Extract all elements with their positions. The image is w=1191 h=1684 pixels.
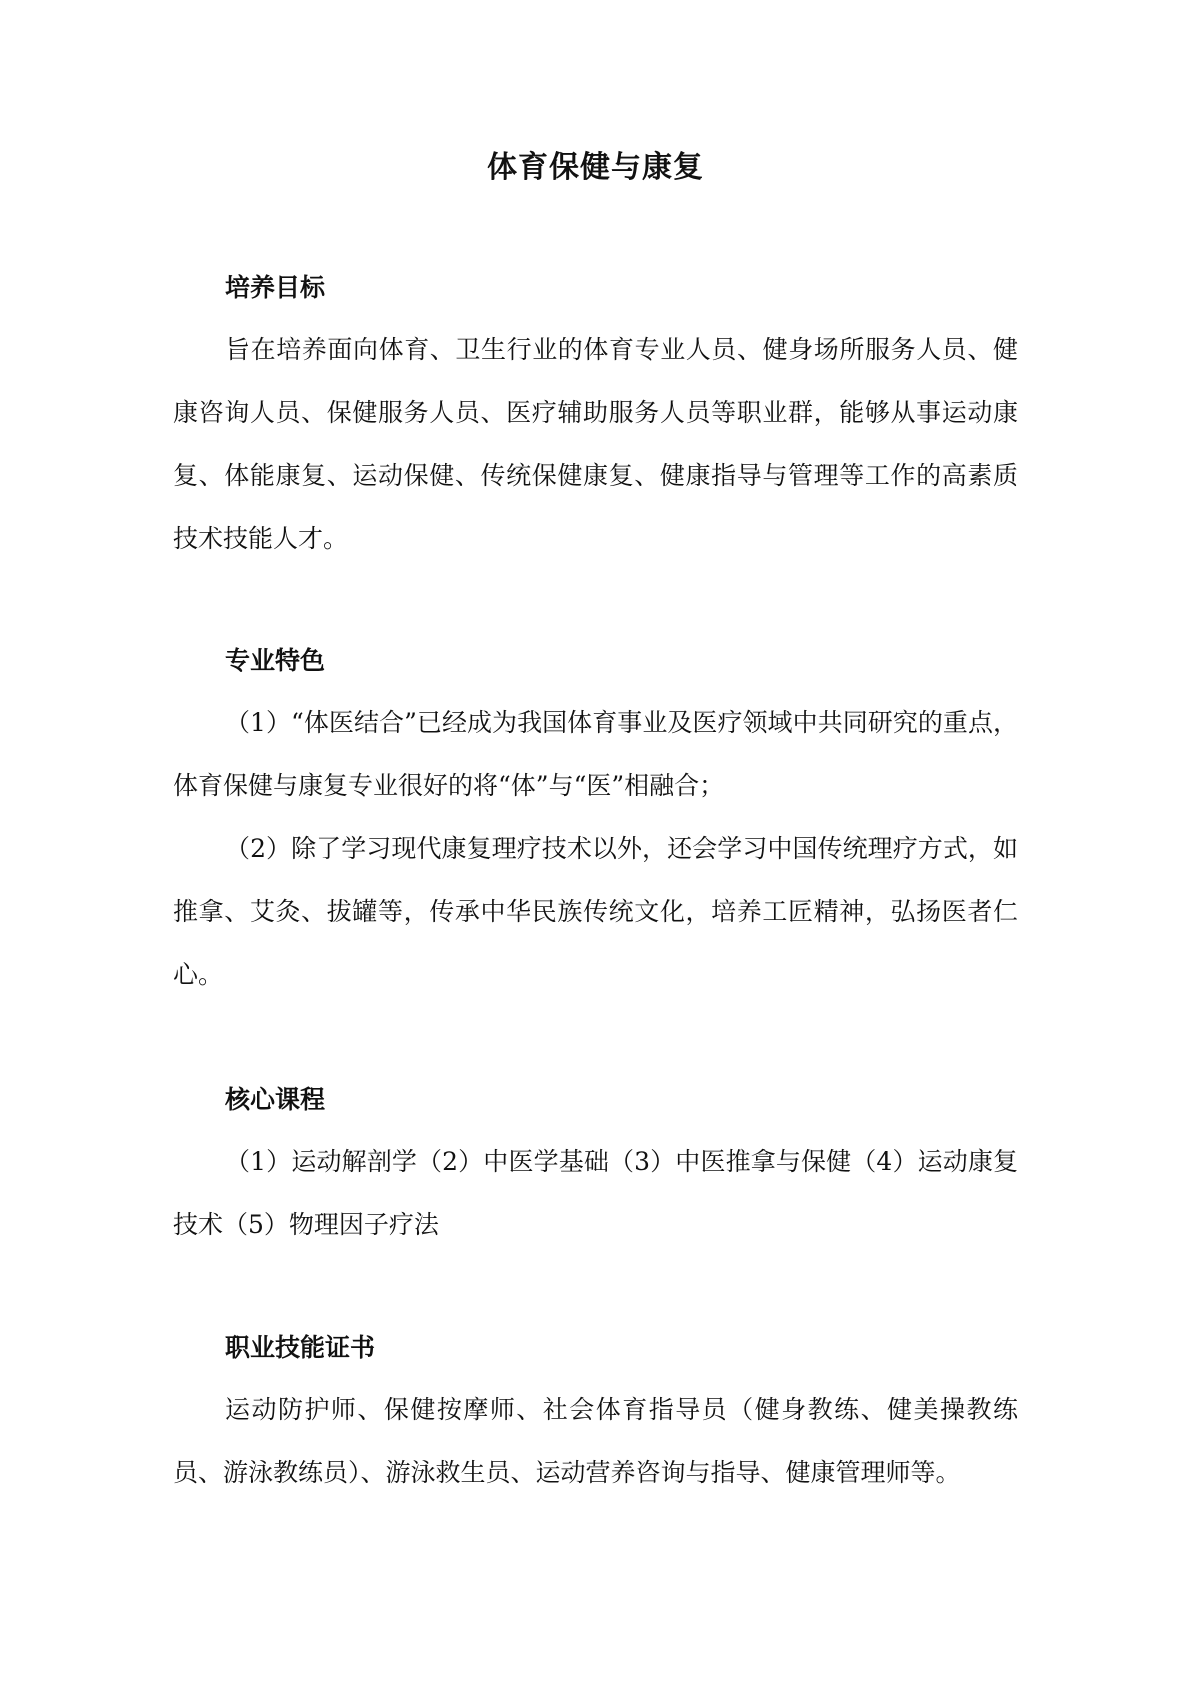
section-heading: 职业技能证书 [225, 1333, 376, 1362]
section-paragraph: 旨在培养面向体育、卫生行业的体育专业人员、健身场所服务人员、健康咨询人员、保健服务人员、医疗辅助服务人员等职业群，能够从事运动康复、体能康复、运动保健、传统保健康复、健康指导与管理等工作的高素质技术技能人才。 [173, 335, 1018, 553]
page-title: 体育保健与康复 [487, 150, 704, 185]
section-paragraph: （2）除了学习现代康复理疗技术以外，还会学习中国传统理疗方式，如推拿、艾灸、拔罐等，传承中华民族传统文化，培养工匠精神，弘扬医者仁心。 [173, 834, 1018, 989]
section-core-courses [173, 1080, 1018, 1256]
section-training-goal [173, 268, 1018, 570]
section-heading: 核心课程 [225, 1085, 326, 1114]
section-paragraph: （1）运动解剖学（2）中医学基础（3）中医推拿与保健（4）运动康复技术（5）物理因子疗法 [173, 1147, 1018, 1239]
section-heading: 专业特色 [225, 646, 326, 675]
section-paragraph: （1）“体医结合”已经成为我国体育事业及医疗领域中共同研究的重点，体育保健与康复专业很好的将“体”与“医”相融合； [173, 708, 1018, 800]
section-features [173, 641, 1018, 1006]
section-paragraph: 运动防护师、保健按摩师、社会体育指导员（健身教练、健美操教练员、游泳教练员）、游泳救生员、运动营养咨询与指导、健康管理师等。 [173, 1395, 1018, 1487]
section-heading: 培养目标 [225, 273, 326, 302]
section-certificates [173, 1328, 1018, 1504]
